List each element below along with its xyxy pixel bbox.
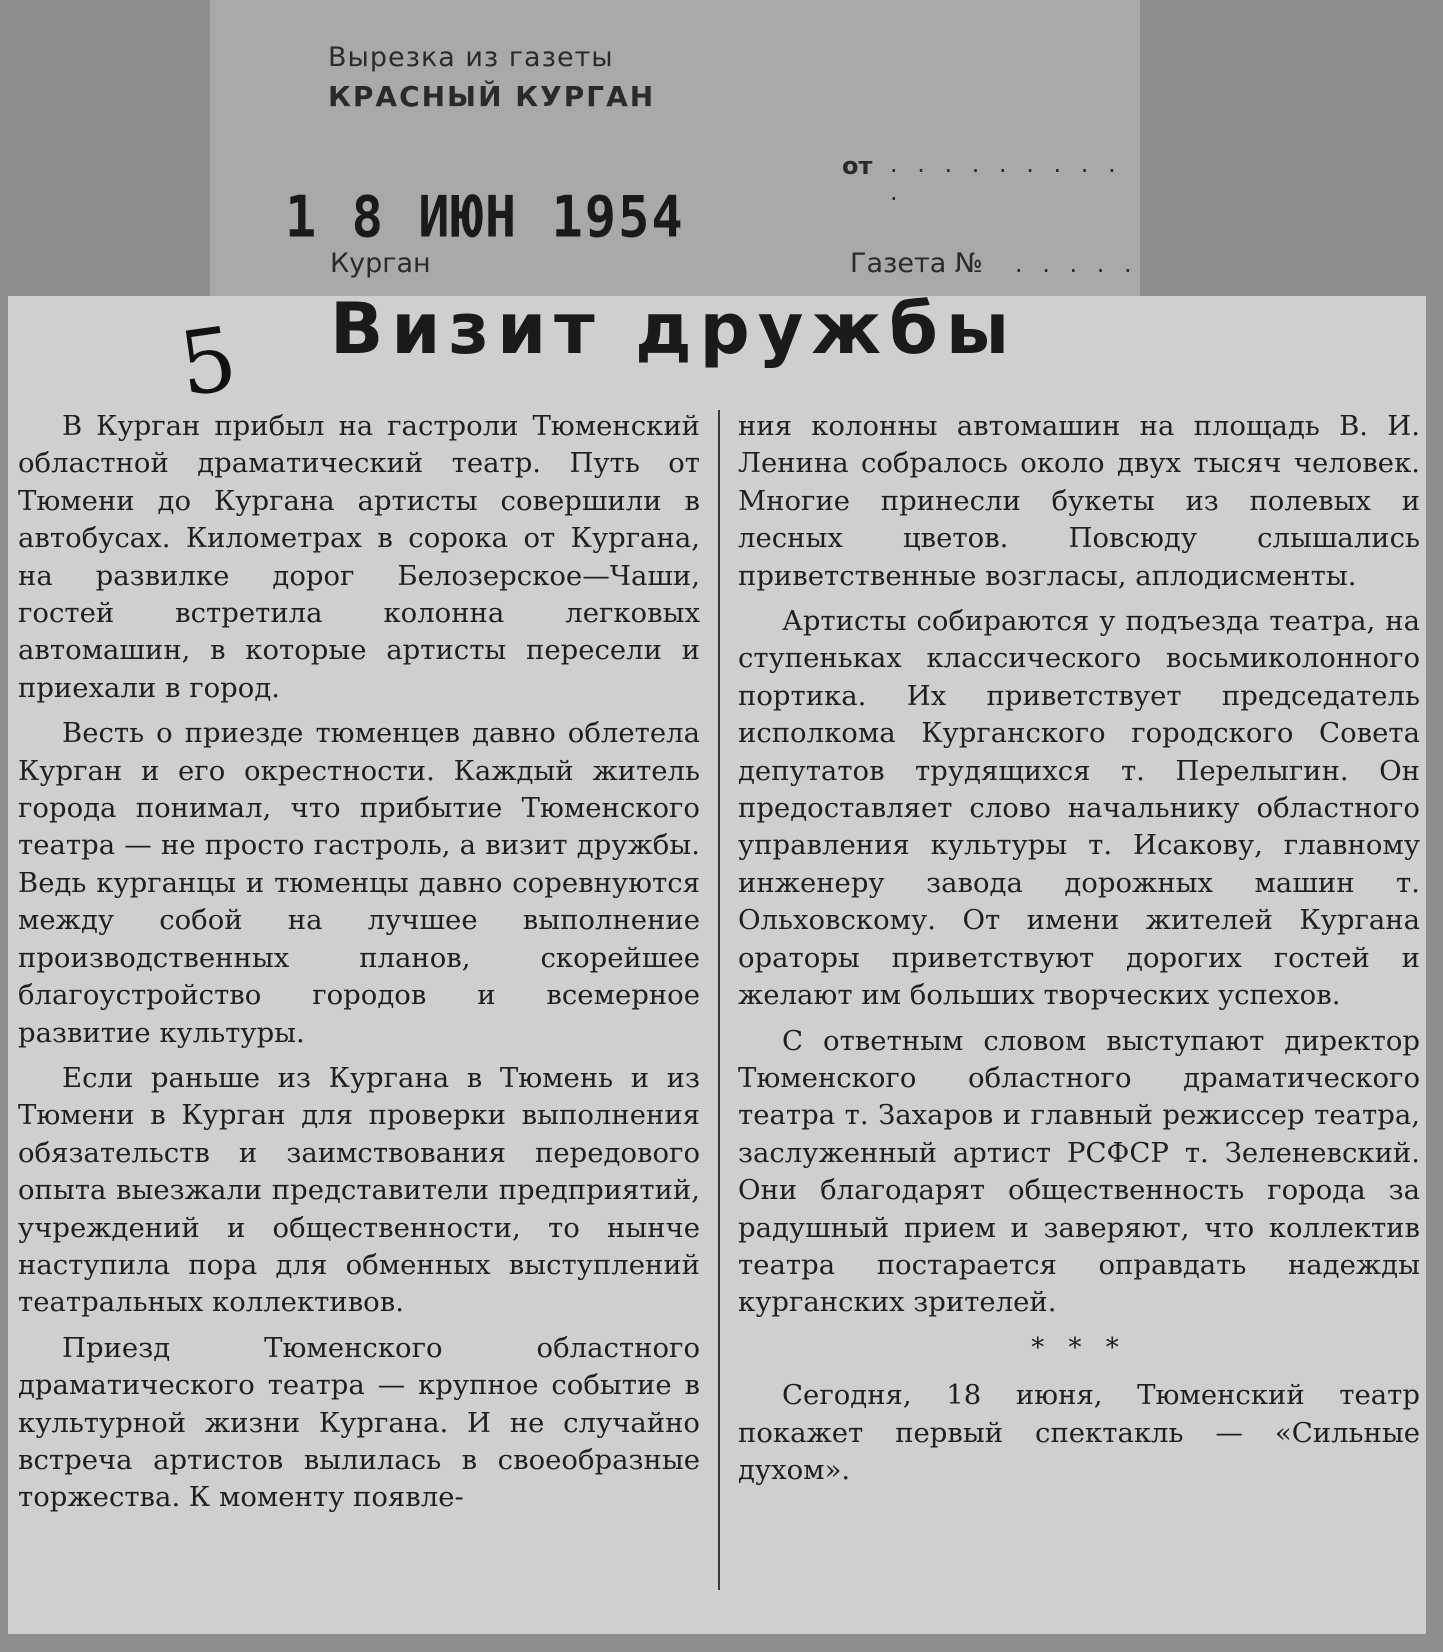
article-headline: Визит дружбы bbox=[330, 288, 1018, 370]
paragraph: Артисты собираются у подъезда театра, на ступеньках классического восьмиколонного портика. Их приветствует председатель исполкома Курганского городского Совета депутатов трудящихся т. Перелыгин. Он предоставляет слово начальнику областного управления культуры т. Исакову, главному инженеру завода дорожных машин т. Ольховскому. От имени жителей Кургана ораторы приветствуют дорогих гостей и желают им больших творческих успехов. bbox=[738, 605, 1420, 1012]
closing-paragraph: Сегодня, 18 июня, Тюменский театр покажет первый спектакль — «Сильные духом». bbox=[738, 1379, 1420, 1486]
date-blank: . . . . . . . . . . bbox=[890, 150, 1122, 206]
date-stamp: 1 8 ИЮН 1954 bbox=[285, 185, 685, 251]
city-label: Курган bbox=[330, 248, 431, 279]
clipping-caption: Вырезка из газеты bbox=[328, 42, 614, 73]
paragraph-continuation: ния колонны автомашин на площадь В. И. Ленина собралось около двух тысяч человек. Многие принесли букеты из полевых и лесных цветов. Повсюду слышались приветственные возгласы, аплодисменты. bbox=[738, 410, 1420, 592]
article-column-left bbox=[18, 408, 700, 1525]
newspaper-name: КРАСНЫЙ КУРГАН bbox=[328, 80, 656, 113]
clipping-label-slip bbox=[210, 0, 1140, 300]
column-divider bbox=[718, 410, 720, 1590]
date-label: от bbox=[842, 152, 873, 180]
paragraph: В Курган прибыл на гастроли Тюменский областной драматический театр. Путь от Тюмени до Кургана артисты совершили в автобусах. Километрах в сорока от Кургана, на развилке дорог Белозерское—Чаши, гостей встретила колонна легковых автомашин, в которые артисты пересели и приехали в город. bbox=[18, 410, 700, 704]
paragraph: Весть о приезде тюменцев давно облетела Курган и его окрестности. Каждый житель города понимал, что прибытие Тюменского театра — не просто гастроль, а визит дружбы. Ведь курганцы и тюменцы давно соревнуются между собой на лучшее выполнение производственных планов, скорейшее благоустройство городов и всемерное развитие культуры. bbox=[18, 717, 700, 1049]
section-separator: * * * bbox=[1031, 1332, 1127, 1363]
handwritten-number: 5 bbox=[173, 306, 243, 417]
issue-label: Газета № bbox=[850, 248, 983, 279]
article-column-right bbox=[738, 408, 1420, 1497]
paragraph: С ответным словом выступают директор Тюменского областного драматического театра т. Захаров и главный режиссер театра, заслуженный артист РСФСР т. Зеленевский. Они благодарят общественность города за радушный прием и заверяют, что коллектив театра постарается оправдать надежды курганских зрителей. bbox=[738, 1024, 1420, 1319]
paragraph: Если раньше из Кургана в Тюмень и из Тюмени в Курган для проверки выполнения обязательств и заимствования передового опыта выезжали представители предприятий, учреждений и общественности, то нынче наступила пора для обменных выступлений театральных коллективов. bbox=[18, 1061, 700, 1319]
paragraph: Приезд Тюменского областного драматического театра — крупное событие в культурной жизни Кургана. И не случайно встреча артистов вылилась в своеобразные торжества. К моменту появле- bbox=[18, 1331, 700, 1514]
issue-blank: . . . . . bbox=[1015, 250, 1138, 278]
